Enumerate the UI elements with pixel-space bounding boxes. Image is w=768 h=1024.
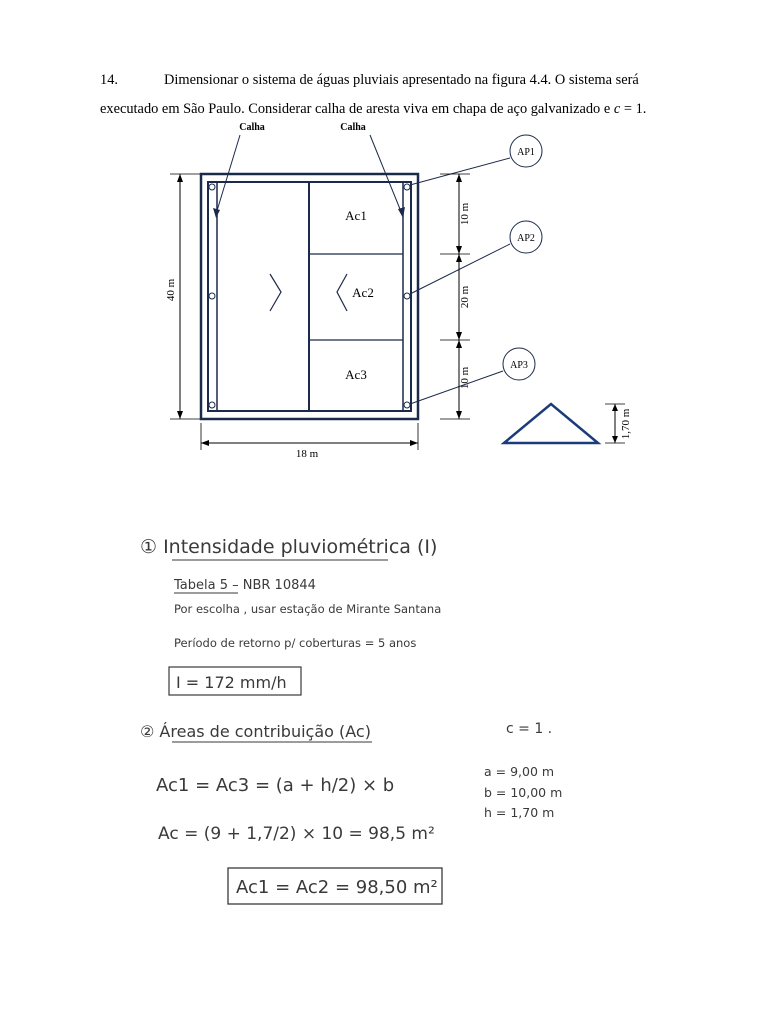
dim-roof-arrow-top-icon [612,404,618,411]
dim-right-arrow-6-icon [456,411,462,419]
pointer-calha-left-head-icon [213,208,220,218]
param-b: b = 10,00 m [484,785,563,800]
step2-heading: ② Áreas de contribuição (Ac) [140,722,371,741]
dim-height-arrow-top-icon [177,174,183,182]
dim-bottom-label: 10 m [459,366,471,390]
label-calha-right: Calha [340,122,366,133]
dim-width-label: 18 m [295,448,319,460]
step2-calc: Ac = (9 + 1,7/2) × 10 = 98,5 m² [158,824,435,844]
dim-right-arrow-3-icon [456,254,462,262]
c-symbol: c [613,101,621,117]
param-a: a = 9,00 m [484,764,555,779]
drain-bottom-right [404,402,410,408]
drain-top-right [404,184,410,190]
dim-height-arrow-bottom-icon [177,411,183,419]
pointer-calha-right-head-icon [398,207,405,218]
drain-top-left [209,184,215,190]
problem-text-1: Dimensionar o sistema de águas pluviais apresentado na figura 4.4. O sistema será [164,72,639,88]
ap1-label: AP1 [517,147,535,158]
dim-middle-label: 20 m [459,285,471,309]
dim-height-label: 40 m [165,278,177,302]
label-ac1: Ac1 [345,208,367,223]
dim-right-arrow-1-icon [456,174,462,182]
label-ac3: Ac3 [345,367,367,382]
dim-roof-arrow-bottom-icon [612,436,618,443]
step1-result: I = 172 mm/h [176,673,287,692]
ap3-leader [410,371,503,404]
dim-right-arrow-2-icon [456,246,462,254]
dim-right-arrow-4-icon [456,332,462,340]
dim-width-arrow-left-icon [201,440,209,446]
flow-arrow-right-icon [337,274,347,311]
dim-right-arrow-5-icon [456,340,462,348]
ap2-label: AP2 [517,233,535,244]
step1-line2: Período de retorno p/ coberturas = 5 anos [174,636,417,650]
drain-mid-right [404,293,410,299]
dim-roof-label: 1,70 m [620,408,632,440]
step1-line1: Por escolha , usar estação de Mirante Santana [174,602,442,616]
label-ac2: Ac2 [352,285,374,300]
flow-arrow-left-icon [270,274,281,311]
drain-bottom-left [209,402,215,408]
ap3-label: AP3 [510,360,528,371]
problem-text-2: executado em São Paulo. Considerar calha de aresta viva em chapa de aço galvanizado e [100,101,611,117]
roof-section-triangle [504,404,598,443]
step2-c: c = 1 . [506,721,553,737]
c-value: = 1. [623,101,647,117]
problem-number: 14. [100,72,118,88]
label-calha-left: Calha [239,122,265,133]
step2-formula: Ac1 = Ac3 = (a + h/2) × b [156,775,395,796]
dim-width-arrow-right-icon [410,440,418,446]
drain-mid-left [209,293,215,299]
param-h: h = 1,70 m [484,805,555,820]
step2-result: Ac1 = Ac2 = 98,50 m² [236,877,438,898]
dim-top-label: 10 m [459,202,471,226]
step1-heading: ① Intensidade pluviométrica (I) [140,536,438,558]
step1-table: Tabela 5 – NBR 10844 [174,578,316,593]
